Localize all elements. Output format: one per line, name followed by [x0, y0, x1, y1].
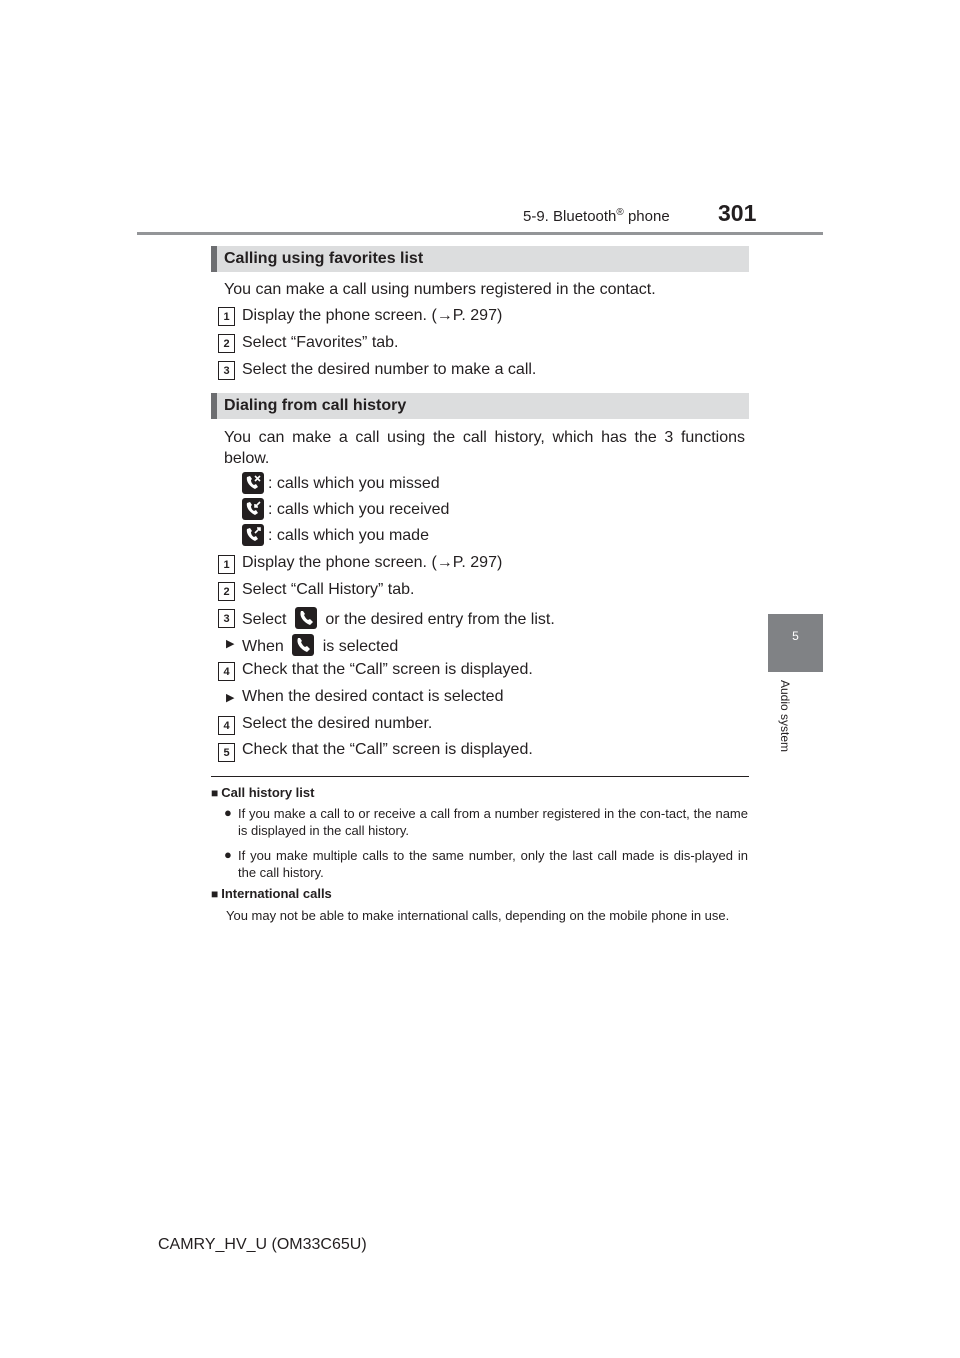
note-text: If you make a call to or receive a call from a number registered in the con-tact, the name is displayed in the call history.	[238, 806, 748, 838]
step-text: Display the phone screen. (→P. 297)	[242, 307, 503, 324]
received-call-icon	[242, 498, 264, 520]
call-history-intro: You can make a call using the call history, which has the 3 functions below.	[224, 429, 745, 467]
favorites-intro: You can make a call using numbers registered in the contact.	[224, 281, 656, 298]
step-number: 5	[218, 743, 235, 762]
step-text	[242, 607, 555, 629]
step-number: 1	[218, 307, 235, 326]
chapter-label	[778, 680, 798, 780]
section-header-suffix: phone	[623, 208, 670, 225]
note-text: If you make multiple calls to the same number, only the last call made is dis-played in the call history.	[238, 848, 748, 880]
note-text: You may not be able to make international calls, depending on the mobile phone in use.	[226, 908, 730, 923]
step-number: 4	[218, 662, 235, 681]
square-bullet-icon: ■	[211, 887, 219, 901]
function-text: : calls which you missed	[268, 475, 440, 492]
function-text: : calls which you made	[268, 527, 429, 544]
section-title-favorites: Calling using favorites list	[211, 246, 749, 272]
notes-divider	[211, 776, 749, 777]
step-text: Check that the “Call” screen is displayed.	[242, 741, 533, 758]
page-number: 301	[718, 200, 757, 226]
section-title-call-history: Dialing from call history	[211, 393, 749, 419]
function-text: : calls which you received	[268, 501, 450, 518]
section-header	[523, 207, 670, 225]
step-number: 1	[218, 555, 235, 574]
step-text: Select the desired number.	[242, 715, 433, 732]
chapter-label-text: Audio system	[778, 680, 792, 753]
step-number: 3	[218, 609, 235, 628]
arrow-icon: ▶	[226, 638, 235, 650]
sub-step-pre: When	[242, 638, 284, 655]
note-heading	[211, 886, 332, 901]
section-header-text: 5-9. Bluetooth	[523, 208, 617, 225]
step-text: Select “Call History” tab.	[242, 581, 415, 598]
sub-step-text	[242, 634, 398, 656]
header-divider	[137, 232, 823, 235]
note-heading	[211, 785, 314, 800]
arrow-icon: ▶	[226, 692, 235, 704]
step-text: Display the phone screen. (→P. 297)	[242, 554, 503, 571]
bullet-icon: ●	[224, 805, 232, 820]
step-number: 2	[218, 582, 235, 601]
note-heading-text: Call history list	[221, 785, 315, 800]
note-heading-text: International calls	[221, 886, 332, 901]
missed-call-icon	[242, 472, 264, 494]
square-bullet-icon: ■	[211, 786, 219, 800]
step-text-post: or the desired entry from the list.	[325, 611, 555, 628]
sub-step-text: When the desired contact is selected	[242, 688, 504, 705]
chapter-tab[interactable]: 5	[768, 614, 823, 672]
step-text: Select “Favorites” tab.	[242, 334, 399, 351]
footer-code: CAMRY_HV_U (OM33C65U)	[158, 1236, 367, 1253]
step-text: Select the desired number to make a call.	[242, 361, 537, 378]
sub-step-post: is selected	[322, 638, 399, 655]
step-number: 2	[218, 334, 235, 353]
bullet-icon: ●	[224, 847, 232, 862]
registered-mark: ®	[616, 207, 624, 218]
outgoing-call-icon	[242, 524, 264, 546]
phone-icon	[292, 634, 314, 656]
phone-icon	[295, 607, 317, 629]
step-text-pre: Select	[242, 611, 287, 628]
step-number: 3	[218, 361, 235, 380]
step-number: 4	[218, 716, 235, 735]
step-text: Check that the “Call” screen is displayed.	[242, 661, 533, 678]
